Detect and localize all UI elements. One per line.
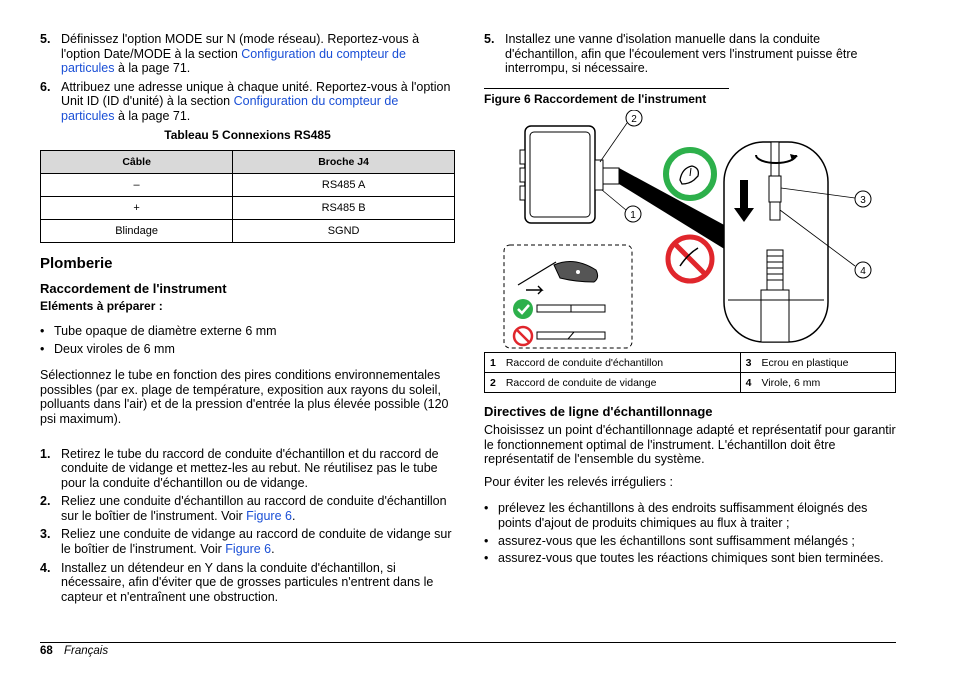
right-column bbox=[484, 32, 896, 569]
figure-legend bbox=[484, 352, 896, 393]
table-cell: RS485 B bbox=[233, 197, 455, 220]
table-header: Câble bbox=[41, 151, 233, 174]
step-text bbox=[61, 494, 455, 523]
page-footer bbox=[40, 644, 108, 659]
section-title: Plomberie bbox=[40, 255, 113, 273]
legend-number: 1 bbox=[485, 353, 501, 373]
legend-label: Raccord de conduite d'échantillon bbox=[501, 353, 740, 373]
avoid-list bbox=[484, 501, 896, 565]
bullet: • bbox=[40, 341, 45, 356]
step-number: 6. bbox=[40, 79, 51, 94]
step-text-before: Reliez une conduite de vidange au raccord de conduite de vidange sur le boîtier de l'instrument. Voir bbox=[61, 527, 452, 557]
rs485-table bbox=[40, 150, 455, 243]
step-item bbox=[40, 561, 455, 605]
step-item bbox=[40, 447, 455, 491]
step-text bbox=[61, 80, 455, 124]
step-text bbox=[61, 527, 455, 556]
step-number: 3. bbox=[40, 527, 51, 542]
left-column bbox=[40, 32, 455, 608]
avoid-label: Pour éviter les relevés irréguliers : bbox=[484, 474, 673, 489]
step-text-after: . bbox=[291, 508, 296, 523]
legend-label: Raccord de conduite de vidange bbox=[501, 373, 740, 393]
step-text-after: . bbox=[271, 542, 275, 557]
prep-label: Eléments à préparer : bbox=[40, 299, 163, 314]
step-text bbox=[61, 32, 455, 76]
step-text-after: à la page 71. bbox=[114, 108, 191, 123]
subsection-title: Raccordement de l'instrument bbox=[40, 280, 227, 296]
figure-6 bbox=[484, 110, 896, 350]
legend-number: 3 bbox=[740, 353, 756, 373]
prohibited-tool-icon bbox=[668, 237, 712, 281]
bullet: • bbox=[484, 533, 489, 548]
legend-number: 2 bbox=[485, 373, 501, 393]
page-number: 68 bbox=[40, 645, 53, 657]
guidelines-paragraph: Choisissez un point d'échantillonnage adapté et représentatif pour garantir le fonctionnement optimal de l'instrument. L'échantillon doit être représentatif de l'ensemble du système. bbox=[484, 422, 896, 467]
step-number: 1. bbox=[40, 446, 51, 461]
step-item bbox=[40, 80, 455, 124]
list-item-text: Tube opaque de diamètre externe 6 mm bbox=[54, 323, 277, 338]
table-cell: – bbox=[41, 174, 233, 197]
figure-caption: Figure 6 Raccordement de l'instrument bbox=[484, 88, 729, 107]
list-item bbox=[484, 501, 896, 530]
list-item bbox=[40, 324, 455, 339]
angled-cut-tube bbox=[537, 332, 605, 339]
table-cell: SGND bbox=[233, 220, 455, 243]
table-caption: Tableau 5 Connexions RS485 bbox=[164, 127, 331, 142]
fitting-detail-view bbox=[724, 142, 828, 342]
straight-cut-tube bbox=[537, 305, 605, 312]
callout-1 bbox=[602, 190, 641, 222]
callout-number: 2 bbox=[631, 114, 637, 126]
step-text: Installez un détendeur en Y dans la conduite d'échantillon, si nécessaire, afin d'éviter que de grosses particules n'entrent dans le capteur et n'entraînent une obstruction. bbox=[61, 560, 434, 604]
legend-label: Virole, 6 mm bbox=[756, 373, 895, 393]
table-header-row bbox=[41, 151, 455, 174]
figure-link[interactable]: Figure 6 bbox=[225, 542, 272, 557]
step-number: 4. bbox=[40, 560, 51, 575]
callout-number: 1 bbox=[630, 210, 636, 222]
list-item bbox=[40, 342, 455, 357]
bullet: • bbox=[484, 501, 489, 516]
list-item bbox=[484, 551, 896, 566]
step-text: Retirez le tube du raccord de conduite d'échantillon et du raccord de conduite de vidange et mettez-les au rebut. Ne réutilisez pas le tube pour la conduite d'échantillon ou de vidange. bbox=[61, 446, 439, 490]
step-text-before: Définissez l'option MODE sur N (mode réseau). Reportez-vous à l'option Date/MODE à la section bbox=[61, 32, 420, 61]
step-number: 5. bbox=[40, 32, 51, 46]
legend-row bbox=[485, 353, 896, 373]
config-link[interactable]: Configuration du compteur de particules bbox=[61, 94, 399, 123]
step-text-after: à la page 71. bbox=[114, 61, 191, 76]
callout-number: 4 bbox=[860, 266, 866, 278]
bullet: • bbox=[484, 551, 489, 566]
table-cell: + bbox=[41, 197, 233, 220]
table-header: Broche J4 bbox=[233, 151, 455, 174]
instrument-connection-illustration bbox=[484, 110, 896, 350]
list-item-text: assurez-vous que toutes les réactions chimiques sont bien terminées. bbox=[498, 551, 884, 566]
list-item bbox=[484, 534, 896, 549]
table-cell: Blindage bbox=[41, 220, 233, 243]
step-item bbox=[484, 32, 896, 76]
callout-2 bbox=[600, 110, 642, 162]
ok-hand-tighten-icon bbox=[666, 150, 714, 198]
steps-top bbox=[40, 32, 455, 124]
bullet: • bbox=[40, 323, 45, 338]
tube-paragraph: Sélectionnez le tube en fonction des pires conditions environnementales possibles (par ex. plage de température, exposition aux rayons du soleil, polluants dans l'air) et de la pression d'entrée la plus élevée possible (120 psi maximum). bbox=[40, 368, 449, 426]
prep-list bbox=[40, 324, 455, 356]
step-text: Installez une vanne d'isolation manuelle dans la conduite d'échantillon, afin que l'écoulement vers l'instrument puisse être interrompu, si nécessaire. bbox=[505, 32, 858, 76]
legend-label: Ecrou en plastique bbox=[756, 353, 895, 373]
guidelines-title: Directives de ligne d'échantillonnage bbox=[484, 404, 713, 420]
step-text-before: Attribuez une adresse unique à chaque unité. Reportez-vous à l'option Unit ID (ID d'unité) à la section bbox=[61, 79, 451, 109]
step-item bbox=[40, 32, 455, 76]
table-row bbox=[41, 174, 455, 197]
check-icon bbox=[513, 299, 533, 319]
legend-row bbox=[485, 373, 896, 393]
legend-number: 4 bbox=[740, 373, 756, 393]
table-row bbox=[41, 197, 455, 220]
table-cell: RS485 A bbox=[233, 174, 455, 197]
footer-divider bbox=[40, 642, 896, 643]
table-row bbox=[41, 220, 455, 243]
step-number: 5. bbox=[484, 32, 495, 46]
list-item-text: assurez-vous que les échantillons sont suffisamment mélangés ; bbox=[498, 533, 855, 548]
callout-number: 3 bbox=[860, 195, 866, 207]
footer-language: Français bbox=[64, 645, 109, 657]
step-item bbox=[40, 527, 455, 556]
figure-link[interactable]: Figure 6 bbox=[246, 508, 292, 523]
prohibited-icon bbox=[514, 327, 532, 345]
step-item bbox=[40, 494, 455, 523]
list-item-text: Deux viroles de 6 mm bbox=[54, 341, 175, 356]
steps-main bbox=[40, 447, 455, 605]
list-item-text: prélevez les échantillons à des endroits suffisamment éloignés des points d'ajout de produits chimiques au flux à traiter ; bbox=[498, 501, 868, 530]
config-link[interactable]: Configuration du compteur de particules bbox=[61, 46, 406, 76]
step-text-before: Reliez une conduite d'échantillon au raccord de conduite d'échantillon sur le boîtier de l'instrument. Voir bbox=[61, 494, 447, 523]
step-number: 2. bbox=[40, 494, 51, 509]
